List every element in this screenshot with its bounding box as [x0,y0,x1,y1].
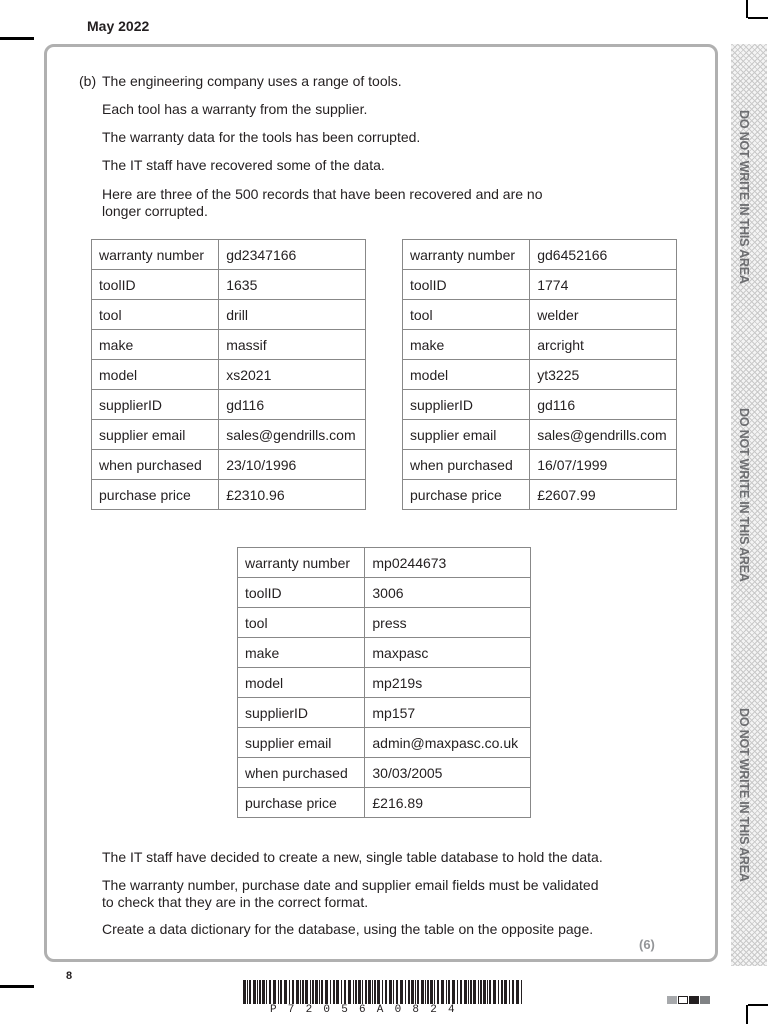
question-text: Here are three of the 500 records that have been recovered and are no [102,186,543,202]
table-row [238,608,531,638]
crop-mark [0,985,34,988]
field-value-cell: mp157 [365,698,531,728]
margin-warning: DO NOT WRITE IN THIS AREA [737,110,751,284]
field-name-cell: when purchased [92,450,219,480]
field-name-cell: model [92,360,219,390]
field-value-cell: sales@gendrills.com [219,420,366,450]
field-name-cell: purchase price [403,480,530,510]
crop-mark [0,37,34,40]
field-value-cell: 1774 [530,270,677,300]
table-row [403,240,677,270]
question-text: Each tool has a warranty from the supplier. [102,101,368,117]
crop-mark [748,17,768,19]
field-name-cell: model [238,668,365,698]
table-row [238,698,531,728]
table-row [238,638,531,668]
marks-label: (6) [639,937,655,952]
field-value-cell: 1635 [219,270,366,300]
field-name-cell: supplierID [403,390,530,420]
question-text: Create a data dictionary for the database, using the table on the opposite page. [102,921,594,937]
question-text: longer corrupted. [102,203,208,219]
field-name-cell: when purchased [403,450,530,480]
table-row [238,548,531,578]
table-row [403,480,677,510]
field-name-cell: toolID [92,270,219,300]
crop-mark [746,0,748,18]
field-name-cell: supplier email [238,728,365,758]
record-table-3 [237,547,531,818]
table-row [92,480,366,510]
field-name-cell: tool [92,300,219,330]
question-text: The warranty number, purchase date and supplier email fields must be validated [102,877,599,893]
field-value-cell: welder [530,300,677,330]
question-text: The IT staff have decided to create a new, single table database to hold the data. [102,849,603,865]
field-value-cell: gd2347166 [219,240,366,270]
field-value-cell: maxpasc [365,638,531,668]
field-value-cell: 3006 [365,578,531,608]
table-row [403,300,677,330]
field-name-cell: warranty number [238,548,365,578]
field-name-cell: supplier email [403,420,530,450]
question-text: The engineering company uses a range of tools. [102,73,402,89]
table-row [92,270,366,300]
field-name-cell: warranty number [92,240,219,270]
exam-date: May 2022 [87,18,150,34]
page-boxes [667,996,710,1004]
field-value-cell: £216.89 [365,788,531,818]
table-row [92,420,366,450]
field-name-cell: supplier email [92,420,219,450]
field-value-cell: £2607.99 [530,480,677,510]
table-row [403,330,677,360]
field-name-cell: when purchased [238,758,365,788]
table-row [238,728,531,758]
record-table-1 [91,239,366,510]
margin-warning: DO NOT WRITE IN THIS AREA [737,408,751,582]
field-name-cell: purchase price [238,788,365,818]
crop-mark [746,1005,748,1024]
field-name-cell: supplierID [238,698,365,728]
field-value-cell: sales@gendrills.com [530,420,677,450]
table-row [92,450,366,480]
field-value-cell: 30/03/2005 [365,758,531,788]
table-row [92,240,366,270]
table-row [238,788,531,818]
table-row [403,390,677,420]
field-name-cell: make [403,330,530,360]
field-value-cell: mp219s [365,668,531,698]
field-value-cell: arcright [530,330,677,360]
field-value-cell: press [365,608,531,638]
record-table-2 [402,239,677,510]
field-value-cell: mp0244673 [365,548,531,578]
table-row [403,270,677,300]
field-value-cell: 23/10/1996 [219,450,366,480]
field-name-cell: supplierID [92,390,219,420]
table-row [92,300,366,330]
field-value-cell: xs2021 [219,360,366,390]
field-name-cell: warranty number [403,240,530,270]
field-name-cell: toolID [238,578,365,608]
field-name-cell: tool [403,300,530,330]
field-value-cell: admin@maxpasc.co.uk [365,728,531,758]
field-value-cell: £2310.96 [219,480,366,510]
field-value-cell: gd116 [219,390,366,420]
table-row [238,578,531,608]
question-text: The IT staff have recovered some of the data. [102,157,385,173]
field-value-cell: massif [219,330,366,360]
table-row [238,758,531,788]
field-value-cell: drill [219,300,366,330]
field-value-cell: yt3225 [530,360,677,390]
field-name-cell: model [403,360,530,390]
margin-warning: DO NOT WRITE IN THIS AREA [737,708,751,882]
table-row [403,360,677,390]
table-row [92,330,366,360]
field-name-cell: make [238,638,365,668]
field-name-cell: tool [238,608,365,638]
field-name-cell: make [92,330,219,360]
question-text: to check that they are in the correct format. [102,894,369,910]
barcode [243,980,525,1006]
field-value-cell: gd116 [530,390,677,420]
field-value-cell: gd6452166 [530,240,677,270]
field-value-cell: 16/07/1999 [530,450,677,480]
barcode-text: P72056A0824 [270,1004,466,1016]
table-row [92,360,366,390]
table-row [403,450,677,480]
question-text: The warranty data for the tools has been corrupted. [102,129,421,145]
crop-mark [748,1004,768,1006]
question-marker: (b) [79,73,97,89]
page-number: 8 [66,970,73,982]
table-row [403,420,677,450]
table-row [92,390,366,420]
field-name-cell: purchase price [92,480,219,510]
table-row [238,668,531,698]
field-name-cell: toolID [403,270,530,300]
